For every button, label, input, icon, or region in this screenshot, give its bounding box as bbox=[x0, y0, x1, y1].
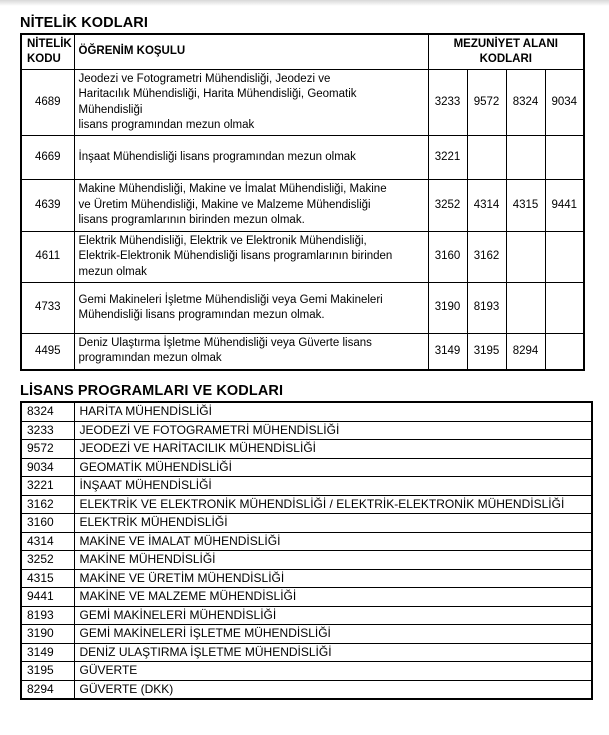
header-ogrenim-kosulu: ÖĞRENİM KOŞULU bbox=[74, 34, 428, 70]
kosul-line: Elektrik Mühendisliği, Elektrik ve Elektronik Mühendisliği, bbox=[78, 234, 367, 247]
mezuniyet-alan-kodu-cell: 9034 bbox=[545, 70, 584, 136]
program-name-cell: JEODEZİ VE FOTOGRAMETRİ MÜHENDİSLİĞİ bbox=[74, 421, 592, 440]
program-name-cell: GEMİ MAKİNELERİ İŞLETME MÜHENDİSLİĞİ bbox=[74, 625, 592, 644]
mezuniyet-alan-kodu-cell: 8193 bbox=[467, 283, 506, 334]
mezuniyet-alan-kodu-cell: 9441 bbox=[545, 180, 584, 232]
program-code-cell: 8193 bbox=[21, 606, 74, 625]
nitelik-codes-table bbox=[20, 33, 585, 371]
mezuniyet-alan-kodu-cell: 3252 bbox=[428, 180, 467, 232]
mezuniyet-alan-kodu-cell: 4314 bbox=[467, 180, 506, 232]
mezuniyet-alan-kodu-cell bbox=[506, 283, 545, 334]
table-row bbox=[21, 662, 592, 681]
program-name-cell: İNŞAAT MÜHENDİSLİĞİ bbox=[74, 477, 592, 496]
kosul-line: İnşaat Mühendisliği lisans programından mezun olmak bbox=[78, 150, 356, 163]
lisans-section-title: LİSANS PROGRAMLARI VE KODLARI bbox=[20, 383, 284, 399]
mezuniyet-alan-kodu-cell: 3233 bbox=[428, 70, 467, 136]
table-row bbox=[21, 643, 592, 662]
table-row bbox=[21, 551, 592, 570]
kosul-line: lisans programlarının birinden mezun olmak. bbox=[78, 214, 305, 227]
program-code-cell: 4315 bbox=[21, 569, 74, 588]
kosul-line: mezun olmak bbox=[78, 265, 147, 278]
table-row bbox=[21, 232, 584, 283]
ogrenim-kosulu-cell bbox=[74, 283, 428, 334]
table-row bbox=[21, 402, 592, 421]
table-row bbox=[21, 458, 592, 477]
kosul-line: Mühendisliği lisans programından mezun olmak. bbox=[78, 309, 325, 321]
kosul-line: ve Üretim Mühendisliği, Makine ve Malzeme Mühendisliği bbox=[78, 198, 371, 211]
ogrenim-kosulu-cell bbox=[74, 180, 428, 232]
mezuniyet-alan-kodu-cell bbox=[545, 136, 584, 180]
table-row bbox=[21, 532, 592, 551]
mezuniyet-alan-kodu-cell bbox=[545, 232, 584, 283]
table-row bbox=[21, 625, 592, 644]
mezuniyet-alan-kodu-cell bbox=[506, 232, 545, 283]
program-name-cell: DENİZ ULAŞTIRMA İŞLETME MÜHENDİSLİĞİ bbox=[74, 643, 592, 662]
header-mezuniyet-alani-kodlari bbox=[428, 34, 584, 70]
mezuniyet-alan-kodu-cell: 8324 bbox=[506, 70, 545, 136]
table-row bbox=[21, 440, 592, 459]
table-row bbox=[21, 569, 592, 588]
program-name-cell: GÜVERTE (DKK) bbox=[74, 680, 592, 699]
program-name-cell: HARİTA MÜHENDİSLİĞİ bbox=[74, 402, 592, 421]
table-row bbox=[21, 421, 592, 440]
kosul-line: Gemi Makineleri İşletme Mühendisliği veya Gemi Makineleri bbox=[78, 293, 383, 306]
program-name-cell: ELEKTRİK VE ELEKTRONİK MÜHENDİSLİĞİ / ELEKTRİK-ELEKTRONİK MÜHENDİSLİĞİ bbox=[74, 495, 592, 514]
nitelik-kodu-cell: 4495 bbox=[21, 334, 74, 370]
program-code-cell: 3190 bbox=[21, 625, 74, 644]
header-nitelik-kodu bbox=[21, 34, 74, 70]
mezuniyet-alan-kodu-cell: 3221 bbox=[428, 136, 467, 180]
mezuniyet-alan-kodu-cell bbox=[545, 334, 584, 370]
kosul-line: Elektrik-Elektronik Mühendisliği lisans programlarının birinden bbox=[78, 250, 393, 263]
nitelik-kodu-cell: 4669 bbox=[21, 136, 74, 180]
program-code-cell: 3160 bbox=[21, 514, 74, 533]
table-row bbox=[21, 514, 592, 533]
header-alan-line2: KODLARI bbox=[479, 53, 532, 65]
table-row bbox=[21, 680, 592, 699]
mezuniyet-alan-kodu-cell: 3162 bbox=[467, 232, 506, 283]
program-code-cell: 9034 bbox=[21, 458, 74, 477]
kosul-line: programından mezun olmak bbox=[78, 352, 222, 365]
nitelik-kodu-cell: 4733 bbox=[21, 283, 74, 334]
ogrenim-kosulu-cell bbox=[74, 334, 428, 370]
table-row bbox=[21, 180, 584, 232]
mezuniyet-alan-kodu-cell bbox=[545, 283, 584, 334]
table-row bbox=[21, 283, 584, 334]
mezuniyet-alan-kodu-cell: 8294 bbox=[506, 334, 545, 370]
program-name-cell: JEODEZİ VE HARİTACILIK MÜHENDİSLİĞİ bbox=[74, 440, 592, 459]
program-code-cell: 3162 bbox=[21, 495, 74, 514]
ogrenim-kosulu-cell bbox=[74, 70, 428, 136]
table-row bbox=[21, 136, 584, 180]
table-row bbox=[21, 334, 584, 370]
kosul-line: Mühendisliği bbox=[78, 103, 143, 116]
nitelik-kodu-cell: 4689 bbox=[21, 70, 74, 136]
program-code-cell: 4314 bbox=[21, 532, 74, 551]
program-name-cell: GEMİ MAKİNELERİ MÜHENDİSLİĞİ bbox=[74, 606, 592, 625]
table-row bbox=[21, 477, 592, 496]
program-code-cell: 3252 bbox=[21, 551, 74, 570]
program-name-cell: MAKİNE MÜHENDİSLİĞİ bbox=[74, 551, 592, 570]
kosul-line: Deniz Ulaştırma İşletme Mühendisliği veya Güverte lisans bbox=[78, 336, 372, 349]
mezuniyet-alan-kodu-cell: 9572 bbox=[467, 70, 506, 136]
mezuniyet-alan-kodu-cell: 3160 bbox=[428, 232, 467, 283]
table-row bbox=[21, 70, 584, 136]
program-name-cell: GÜVERTE bbox=[74, 662, 592, 681]
ogrenim-kosulu-cell bbox=[74, 232, 428, 283]
table-header-row bbox=[21, 34, 584, 70]
nitelik-kodu-cell: 4611 bbox=[21, 232, 74, 283]
program-name-cell: ELEKTRİK MÜHENDİSLİĞİ bbox=[74, 514, 592, 533]
program-code-cell: 3149 bbox=[21, 643, 74, 662]
table-row bbox=[21, 606, 592, 625]
lisans-programs-table bbox=[20, 401, 593, 700]
ogrenim-kosulu-cell bbox=[74, 136, 428, 180]
mezuniyet-alan-kodu-cell: 3149 bbox=[428, 334, 467, 370]
program-name-cell: GEOMATİK MÜHENDİSLİĞİ bbox=[74, 458, 592, 477]
program-code-cell: 8294 bbox=[21, 680, 74, 699]
mezuniyet-alan-kodu-cell: 3190 bbox=[428, 283, 467, 334]
program-code-cell: 8324 bbox=[21, 402, 74, 421]
table-row bbox=[21, 495, 592, 514]
program-name-cell: MAKİNE VE İMALAT MÜHENDİSLİĞİ bbox=[74, 532, 592, 551]
program-code-cell: 9572 bbox=[21, 440, 74, 459]
mezuniyet-alan-kodu-cell bbox=[506, 136, 545, 180]
header-kod-line2: KODU bbox=[27, 53, 61, 65]
nitelik-kodu-cell: 4639 bbox=[21, 180, 74, 232]
kosul-line: Jeodezi ve Fotogrametri Mühendisliği, Jeodezi ve bbox=[78, 72, 331, 85]
kosul-line: Haritacılık Mühendisliği, Harita Mühendisliği, Geomatik bbox=[78, 88, 357, 100]
mezuniyet-alan-kodu-cell: 4315 bbox=[506, 180, 545, 232]
mezuniyet-alan-kodu-cell bbox=[467, 136, 506, 180]
program-name-cell: MAKİNE VE ÜRETİM MÜHENDİSLİĞİ bbox=[74, 569, 592, 588]
kosul-line: Makine Mühendisliği, Makine ve İmalat Mühendisliği, Makine bbox=[78, 183, 387, 196]
header-alan-line1: MEZUNİYET ALANI bbox=[453, 37, 558, 50]
program-code-cell: 9441 bbox=[21, 588, 74, 607]
program-name-cell: MAKİNE VE MALZEME MÜHENDİSLİĞİ bbox=[74, 588, 592, 607]
nitelik-section-title: NİTELİK KODLARI bbox=[20, 15, 148, 31]
program-code-cell: 3221 bbox=[21, 477, 74, 496]
header-kod-line1: NİTELİK bbox=[27, 37, 72, 50]
program-code-cell: 3195 bbox=[21, 662, 74, 681]
page-top-shadow bbox=[0, 0, 609, 6]
mezuniyet-alan-kodu-cell: 3195 bbox=[467, 334, 506, 370]
program-code-cell: 3233 bbox=[21, 421, 74, 440]
table-row bbox=[21, 588, 592, 607]
kosul-line: lisans programından mezun olmak bbox=[78, 119, 255, 131]
